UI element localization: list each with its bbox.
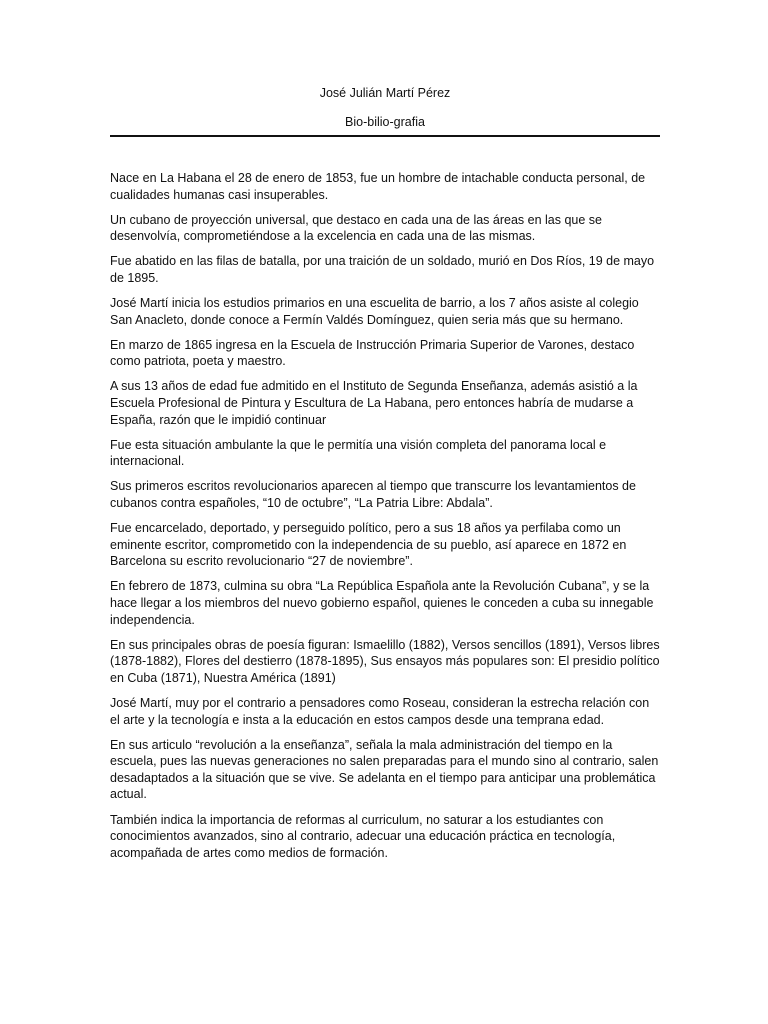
document-title: José Julián Martí Pérez	[319, 86, 451, 100]
paragraph-11: En sus principales obras de poesía figuran: Ismaelillo (1882), Versos sencillos (1891), Versos libres (1878-1882), Flores del destierro (1878-1895), Sus ensayos más populares son: El presidio político en Cuba (1871), Nuestra América (1891)	[110, 637, 660, 685]
paragraph-14: También indica la importancia de reformas al curriculum, no saturar a los estudiantes con conocimientos avanzados, sino al contrario, adecuar una educación práctica en tecnología, acompañada de artes como medios de formación.	[110, 812, 616, 860]
paragraph-13: En sus articulo “revolución a la enseñanza”, señala la mala administración del tiempo en la escuela, pues las nuevas generaciones no salen preparadas para el mundo sino al contrario, salen desadaptados a la situación que se vive. Se adelanta en el tiempo para anticipar una problemática actual.	[110, 737, 659, 802]
paragraph-8: Sus primeros escritos revolucionarios aparecen al tiempo que transcurre los levantamientos de cubanos contra españoles, “10 de octubre”, “La Patria Libre: Abdala”.	[110, 479, 636, 510]
paragraph-9: Fue encarcelado, deportado, y perseguido político, pero a sus 18 años ya perfilaba como un eminente escritor, comprometido con la independencia de su pueblo, así aparece en 1872 en Barcelona su escrito revolucionario “27 de noviembre”.	[110, 521, 627, 569]
paragraph-7: Fue esta situación ambulante la que le permitía una visión completa del panorama local e internacional.	[110, 437, 607, 469]
paragraph-3: Fue abatido en las filas de batalla, por una traición de un soldado, murió en Dos Ríos, 19 de mayo de 1895.	[110, 254, 655, 285]
paragraph-6: A sus 13 años de edad fue admitido en el Instituto de Segunda Enseñanza, además asistió a la Escuela Profesional de Pintura y Escultura de La Habana, pero entonces habría de mudarse a España, razón que le impidió continuar	[110, 379, 638, 427]
paragraph-10: En febrero de 1873, culmina su obra “La República Española ante la Revolución Cubana”, y se la hace llegar a los miembros del nuevo gobierno español, quienes le conceden a cuba su innegable independencia.	[110, 579, 654, 627]
paragraph-2: Un cubano de proyección universal, que destaco en cada una de las áreas en las que se desenvolvía, comprometiéndose a la excelencia en cada una de las mismas.	[110, 212, 602, 244]
paragraph-4: José Martí inicia los estudios primarios en una escuelita de barrio, a los 7 años asiste al colegio San Anacleto, donde conoce a Fermín Valdés Domínguez, quien seria más que su hermano.	[110, 296, 639, 327]
paragraph-5: En marzo de 1865 ingresa en la Escuela de Instrucción Primaria Superior de Varones, destaco como patriota, poeta y maestro.	[110, 337, 635, 369]
document-header	[110, 84, 660, 137]
paragraph-1: Nace en La Habana el 28 de enero de 1853, fue un hombre de intachable conducta personal, de cualidades humanas casi insuperables.	[110, 171, 646, 202]
header-divider	[110, 135, 660, 137]
paragraph-12: José Martí, muy por el contrario a pensadores como Roseau, consideran la estrecha relación con el arte y la tecnología e insta a la educación en estos campos desde una temprana edad.	[110, 695, 650, 727]
document-subtitle: Bio-bilio-grafia	[345, 115, 425, 129]
document-body	[110, 170, 662, 870]
